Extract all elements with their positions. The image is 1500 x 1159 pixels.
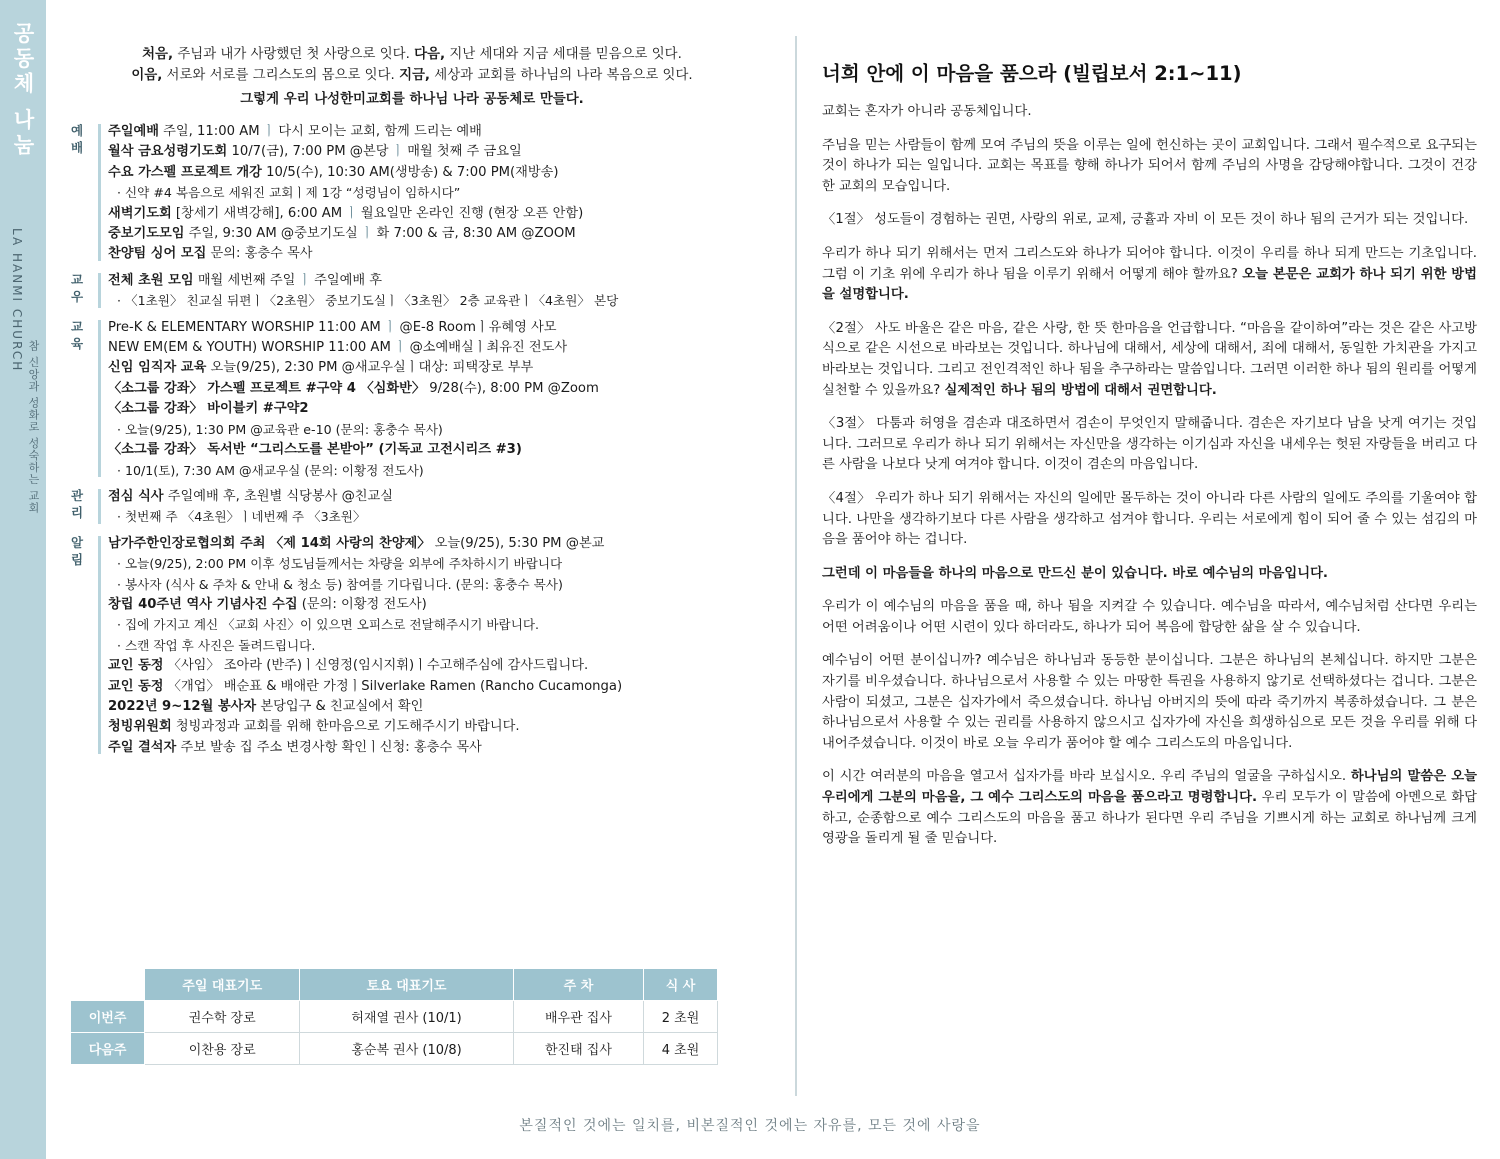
announcement-title: 청빙위원회: [108, 719, 172, 735]
intro-text-3: 서로와 서로를 그리스도의 몸으로 잇다.: [162, 68, 400, 83]
sermon-paragraph: [822, 244, 1477, 306]
table-corner-cell: [71, 969, 145, 1001]
announcement-title: 교인 동정: [108, 658, 164, 674]
section-tab-label: 알 림: [70, 534, 84, 567]
sermon-body: [822, 102, 1477, 850]
sermon-column: [822, 58, 1477, 863]
separator-bar-icon: ㅣ: [298, 272, 312, 288]
announcement-line: [108, 717, 762, 737]
intro-text-4: 세상과 교회를 하나님의 나라 복음으로 잇다.: [430, 68, 693, 83]
sermon-paragraph: [822, 319, 1477, 401]
announcement-title: 찬양팀 싱어 모집: [108, 246, 207, 262]
sermon-text: 예수님이 어떤 분이십니까? 예수님은 하나님과 동등한 분이십니다. 그분은 하나님의 본체십니다. 하지만 그분은 자기를 비우셨습니다. 하나님으로서 사용할 수 있는 마땅한 특권을 사용하지 않기로 선택하셨다는 겁니다. 그분은 사람이 되셨고, 그분은 십자가에서 죽으셨습니다. 하나님 아버지의 뜻에 따라 죽기까지 복종하셨습니다. 그 분은 하나님으로서 사용할 수 있는 권리를 사용하지 않으시고 십자가에 자신을 희생하심으로 모든 것을 우리를 위해 다 내어주셨습니다. 이것이 바로 오늘 우리가 품어야 할 예수 그리스도의 마음입니다.: [822, 653, 1477, 751]
sermon-paragraph: [822, 564, 1477, 585]
section-accent-bar: [98, 489, 101, 524]
section-accent-bar: [98, 536, 101, 754]
announcement-title: 남가주한인장로협의회 주최 〈제 14회 사랑의 찬양제〉: [108, 535, 431, 551]
section-accent-bar: [98, 273, 101, 308]
announcement-subline: · 10/1(토), 7:30 AM @새교우실 (문의: 이황정 전도사): [117, 462, 424, 478]
intro-text-2: 지난 세대와 지금 세대를 믿음으로 잇다.: [445, 47, 682, 62]
announcement-detail: 9/28(수), 8:00 PM @Zoom: [425, 380, 599, 396]
table-column-header: 주 차: [513, 969, 643, 1001]
sermon-paragraph: [822, 597, 1477, 638]
separator-bar-icon: ㅣ: [393, 340, 407, 356]
announcement-subline: · 〈1초원〉 친교실 뒤편ㅣ〈2초원〉 중보기도실ㅣ〈3초원〉 2층 교육관ㅣ〈4초원〉 본당: [117, 293, 619, 309]
announcement-title: 2022년 9~12월 봉사자: [108, 698, 257, 714]
sermon-emphasis: 하나님의 말씀은 오늘 우리에게 그분의 마음을, 그 예수 그리스도의 마음을 품으라고 명령합니다.: [822, 769, 1477, 806]
sermon-text: 〈1절〉 성도들이 경험하는 권면, 사랑의 위로, 교제, 긍휼과 자비 이 모든 것이 하나 됨의 근거가 되는 것입니다.: [822, 212, 1469, 228]
announcement-line: [108, 358, 762, 378]
announcement-section: [62, 122, 762, 265]
announcement-detail-2: 월요일만 온라인 진행 (현장 오픈 안함): [360, 205, 584, 221]
announcement-title: 신임 임직자 교육: [108, 360, 207, 376]
announcement-title: 전체 초원 모임: [108, 272, 194, 288]
sermon-text: 주님을 믿는 사람들이 함께 모여 주님의 뜻을 이루는 일에 헌신하는 곳이 교회입니다. 그래서 필수적으로 요구되는 것이 하나가 되는 일입니다. 교회는 목표를 향해 하나가 되어서 함께 주님의 사명을 감당해야합니다. 그것이 건강한 교회의 모습입니다.: [822, 137, 1477, 194]
sermon-text: 우리가 하나 되기 위해서는 먼저 그리스도와 하나가 되어야 합니다. 이것이 우리를 하나 되게 만드는 기초입니다. 그럼 이 기초 위에 우리가 하나 됨을 이루기 위해서 어떻게 해야 할까요?: [822, 245, 1477, 282]
sermon-text: 〈2절〉 사도 바울은 같은 마음, 같은 사랑, 한 뜻 한마음을 언급합니다. “마음을 같이하여”라는 것은 같은 사고방식으로 같은 시선으로 바라보는 것입니다. 하나님에 대해서, 세상에 대해서, 죄에 대해서, 동일한 가치관을 가지고 바라보는 것입니다. 그리고 전인격적인 하나 됨을 추구하라는 말씀입니다. 그러면 이러한 하나 됨의 원리를 어떻게 실천할 수 있을까요?: [822, 320, 1477, 398]
section-tab-label: 교 육: [70, 318, 84, 351]
announcement-subline: · 오늘(9/25), 1:30 PM @교육관 e-10 (문의: 홍충수 목사): [117, 421, 443, 437]
table-cell: 한진태 집사: [513, 1033, 643, 1065]
announcement-subline: · 집에 가지고 계신 〈교회 사진〉이 있으면 오피스로 전달해주시기 바랍니다.: [117, 617, 540, 633]
sermon-paragraph: [822, 136, 1477, 198]
separator-bar-icon: ㅣ: [360, 226, 374, 242]
announcement-detail: (문의: 이황정 전도사): [297, 596, 427, 612]
footer-motto: 본질적인 것에는 일치를, 비본질적인 것에는 자유를, 모든 것에 사랑을: [519, 1118, 981, 1134]
announcement-sections: [62, 122, 762, 758]
table-row: [71, 1033, 718, 1065]
announcement-subline: · 오늘(9/25), 2:00 PM 이후 성도님들께서는 차량을 외부에 주차하시기 바랍니다: [117, 556, 563, 572]
announcement-detail-2: 매월 첫째 주 금요일: [407, 144, 522, 160]
separator-bar-icon: ㅣ: [383, 319, 397, 335]
announcement-line: [108, 244, 762, 264]
announcement-detail: Pre-K & ELEMENTARY WORSHIP 11:00 AM: [108, 319, 381, 335]
announcement-detail: 10/5(수), 10:30 AM(생방송) & 7:00 PM(재방송): [261, 164, 559, 180]
intro-kw-1: 처음,: [142, 47, 174, 62]
announcement-detail: 오늘(9/25), 2:30 PM @새교우실ㅣ대상: 피택장로 부부: [206, 360, 534, 376]
intro-kw-4: 지금,: [399, 68, 431, 83]
announcement-line: [108, 271, 762, 291]
announcement-detail: 주보 발송 집 주소 변경사항 확인ㅣ신청: 홍충수 목사: [176, 739, 482, 755]
announcement-title: 점심 식사: [108, 488, 164, 504]
announcement-line: [108, 487, 762, 507]
separator-bar-icon: ㅣ: [391, 144, 405, 160]
announcement-line: [108, 399, 762, 419]
announcement-section: [62, 271, 762, 312]
announcement-detail-2: 주일예배 후: [314, 272, 383, 288]
sermon-paragraph: [822, 414, 1477, 476]
spine-title: 공동체 나눔: [11, 22, 35, 159]
sermon-paragraph: [822, 489, 1477, 551]
announcement-line: [108, 656, 762, 676]
announcement-detail: 〈사임〉 조아라 (반주)ㅣ신영정(임시지휘)ㅣ수고해주심에 감사드립니다.: [163, 658, 589, 674]
left-spine: [0, 0, 46, 1159]
announcement-title: 〈소그룹 강좌〉 가스펠 프로젝트 #구약 4 〈심화반〉: [108, 380, 426, 396]
announcement-title: 새벽기도회: [108, 205, 172, 221]
announcement-title: 수요 가스펠 프로젝트 개강: [108, 164, 262, 180]
spine-church-name-en: LA HANMI CHURCH: [10, 228, 24, 373]
section-tab-label: 예 배: [70, 123, 84, 155]
announcement-line: [108, 204, 762, 224]
announcement-line: [108, 318, 762, 338]
table-cell: 권수학 장로: [145, 1001, 300, 1033]
announcement-line: [108, 122, 762, 142]
announcement-line: [108, 440, 762, 460]
announcement-section: [62, 487, 762, 528]
sermon-paragraph: [822, 767, 1477, 849]
table-column-header: 주일 대표기도: [145, 969, 300, 1001]
announcement-title: 주일예배: [108, 124, 159, 139]
announcement-line: [108, 595, 762, 615]
sermon-text: 이 시간 여러분의 마음을 열고서 십자가를 바라 보십시오. 우리 주님의 얼굴을 구하십시오.: [822, 769, 1351, 785]
announcement-title: 주일 결석자: [108, 739, 177, 755]
announcement-line: [108, 534, 762, 554]
intro-text-1: 주님과 내가 사랑했던 첫 사랑으로 잇다.: [173, 47, 415, 62]
sermon-text: 교회는 혼자가 아니라 공동체입니다.: [822, 104, 1032, 119]
sermon-paragraph: [822, 102, 1477, 123]
announcement-detail: 10/7(금), 7:00 PM @본당: [227, 144, 389, 160]
announcement-detail-2: @E-8 Roomㅣ유혜영 사모: [399, 319, 557, 335]
announcement-detail: 본당입구 & 친교실에서 확인: [256, 698, 424, 714]
announcement-detail-2: @소예배실ㅣ최유진 전도사: [409, 340, 568, 356]
announcement-title: 〈소그룹 강좌〉 바이블키 #구약2: [108, 401, 309, 417]
announcement-detail: 청빙과정과 교회를 위해 한마음으로 기도해주시기 바랍니다.: [171, 719, 520, 735]
announcement-detail-2: 다시 모이는 교회, 함께 드리는 예배: [278, 124, 482, 139]
table-column-header: 토요 대표기도: [300, 969, 514, 1001]
announcement-detail: 주일예배 후, 초원별 식당봉사 @친교실: [163, 488, 393, 504]
announcement-section: [62, 534, 762, 758]
intro-statement: [62, 44, 762, 110]
sermon-paragraph: [822, 651, 1477, 754]
announcement-detail-2: 화 7:00 & 금, 8:30 AM @ZOOM: [376, 226, 576, 242]
table-cell: 이찬용 장로: [145, 1033, 300, 1065]
announcement-title: 창립 40주년 역사 기념사진 수집: [108, 596, 298, 612]
duty-schedule-table: [70, 968, 718, 1065]
table-row-header: 이번주: [71, 1001, 145, 1033]
announcement-detail: 오늘(9/25), 5:30 PM @본교: [430, 535, 605, 551]
separator-bar-icon: ㅣ: [262, 124, 276, 139]
announcement-detail: [창세기 새벽강해], 6:00 AM: [171, 205, 343, 221]
table-cell: 홍순복 권사 (10/8): [300, 1033, 514, 1065]
announcement-line: [108, 677, 762, 697]
sermon-emphasis: 오늘 본문은 교회가 하나 되기 위한 방법을 설명합니다.: [822, 266, 1477, 303]
intro-kw-2: 다음,: [414, 47, 446, 62]
table-row-header: 다음주: [71, 1033, 145, 1065]
intro-kw-3: 이음,: [131, 68, 163, 83]
announcement-title: 중보기도모임: [108, 226, 185, 242]
table-cell: 2 초원: [644, 1001, 718, 1033]
announcement-line: [108, 163, 762, 183]
announcement-detail: 매월 세번째 주일: [193, 272, 296, 288]
announcement-detail: 문의: 홍충수 목사: [206, 246, 313, 262]
table-column-header: 식 사: [644, 969, 718, 1001]
spine-church-tagline-kr: 참 신앙과 성화로 성숙하는 교회: [27, 340, 40, 514]
table-cell: 배우관 집사: [513, 1001, 643, 1033]
announcement-detail: NEW EM(EM & YOUTH) WORSHIP 11:00 AM: [108, 340, 391, 356]
announcements-column: [62, 44, 762, 758]
sermon-text: 우리가 이 예수님의 마음을 품을 때, 하나 됨을 지켜갈 수 있습니다. 예수님을 따라서, 예수님처럼 산다면 우리는 어떤 어려움이나 어떤 시련이 있다 하더라도, 하나가 되어 복음에 합당한 삶을 살 수 있습니다.: [822, 599, 1477, 635]
sermon-text: 우리 모두가 이 말씀에 아멘으로 화답하고, 순종함으로 예수 그리스도의 마음을 품고 하나가 된다면 우리 주님을 기쁘시게 하는 교회로 하나님께 크게 영광을 돌리게 될 줄 믿습니다.: [822, 790, 1477, 847]
section-accent-bar: [98, 124, 101, 261]
announcement-detail: 주일, 11:00 AM: [158, 124, 260, 139]
sermon-text: 〈4절〉 우리가 하나 되기 위해서는 자신의 일에만 몰두하는 것이 아니라 다른 사람의 일에도 주의를 기울여야 합니다. 나만을 생각하기보다 다른 사람을 생각하고 섬겨야 합니다. 우리는 서로에게 힘이 되어 줄 수 있는 섬김의 마음을 품어야 하는 겁니다.: [822, 490, 1477, 548]
table-header-row: [71, 969, 718, 1001]
announcement-line: [108, 697, 762, 717]
sermon-title: 너희 안에 이 마음을 품으라 (빌립보서 2:1~11): [822, 62, 1242, 85]
section-tab-label: 관 리: [70, 487, 84, 520]
announcement-title: 월삭 금요성령기도회: [108, 144, 228, 160]
announcement-detail: 주일, 9:30 AM @중보기도실: [184, 226, 358, 242]
table-cell: 허재열 권사 (10/1): [300, 1001, 514, 1033]
announcement-detail: 〈개업〉 배순표 & 배애란 가정ㅣSilverlake Ramen (Rancho Cucamonga): [163, 678, 623, 694]
announcement-line: [108, 379, 762, 399]
announcement-title: 교인 동정: [108, 678, 164, 694]
separator-bar-icon: ㅣ: [345, 205, 358, 221]
announcement-line: [108, 738, 762, 758]
announcement-line: [108, 224, 762, 244]
announcement-line: [108, 338, 762, 358]
announcement-subline: · 첫번째 주 〈4초원〉ㅣ네번째 주 〈3초원〉: [117, 509, 366, 525]
sermon-emphasis: 실제적인 하나 됨의 방법에 대해서 권면합니다.: [944, 382, 1217, 398]
announcement-line: [108, 142, 762, 162]
announcement-subline: · 봉사자 (식사 & 주차 & 안내 & 청소 등) 참여를 기다립니다. (문의: 홍충수 목사): [117, 576, 563, 592]
column-divider: [795, 36, 797, 1096]
section-accent-bar: [98, 320, 101, 477]
sermon-text: 〈3절〉 다툼과 허영을 겸손과 대조하면서 겸손이 무엇인지 말해줍니다. 겸손은 자기보다 남을 낫게 여기는 것입니다. 그러므로 우리가 하나 되기 위해서는 자신만을 생각하는 이기심과 자신을 내세우는 헛된 자랑들을 버리고 다른 사람을 나보다 낫게 여겨야 합니다. 이것이 겸손의 마음입니다.: [822, 416, 1477, 473]
announcement-subline: · 스캔 작업 후 사진은 돌려드립니다.: [117, 637, 316, 653]
table-cell: 4 초원: [644, 1033, 718, 1065]
table-row: [71, 1001, 718, 1033]
section-tab-label: 교 우: [70, 271, 84, 304]
sermon-paragraph: [822, 210, 1477, 231]
sermon-emphasis: 그런데 이 마음들을 하나의 마음으로 만드신 분이 있습니다. 바로 예수님의 마음입니다.: [822, 565, 1328, 581]
announcement-section: [62, 318, 762, 481]
announcement-subline: · 신약 #4 복음으로 세워진 교회ㅣ제 1강 “성령님이 임하시다”: [117, 185, 461, 201]
table-body: [71, 1001, 718, 1065]
announcement-title: 〈소그룹 강좌〉 독서반 “그리스도를 본받아” (기독교 고전시리즈 #3): [108, 442, 522, 458]
intro-closing: 그렇게 우리 나성한미교회를 하나님 나라 공동체로 만들다.: [240, 92, 584, 107]
